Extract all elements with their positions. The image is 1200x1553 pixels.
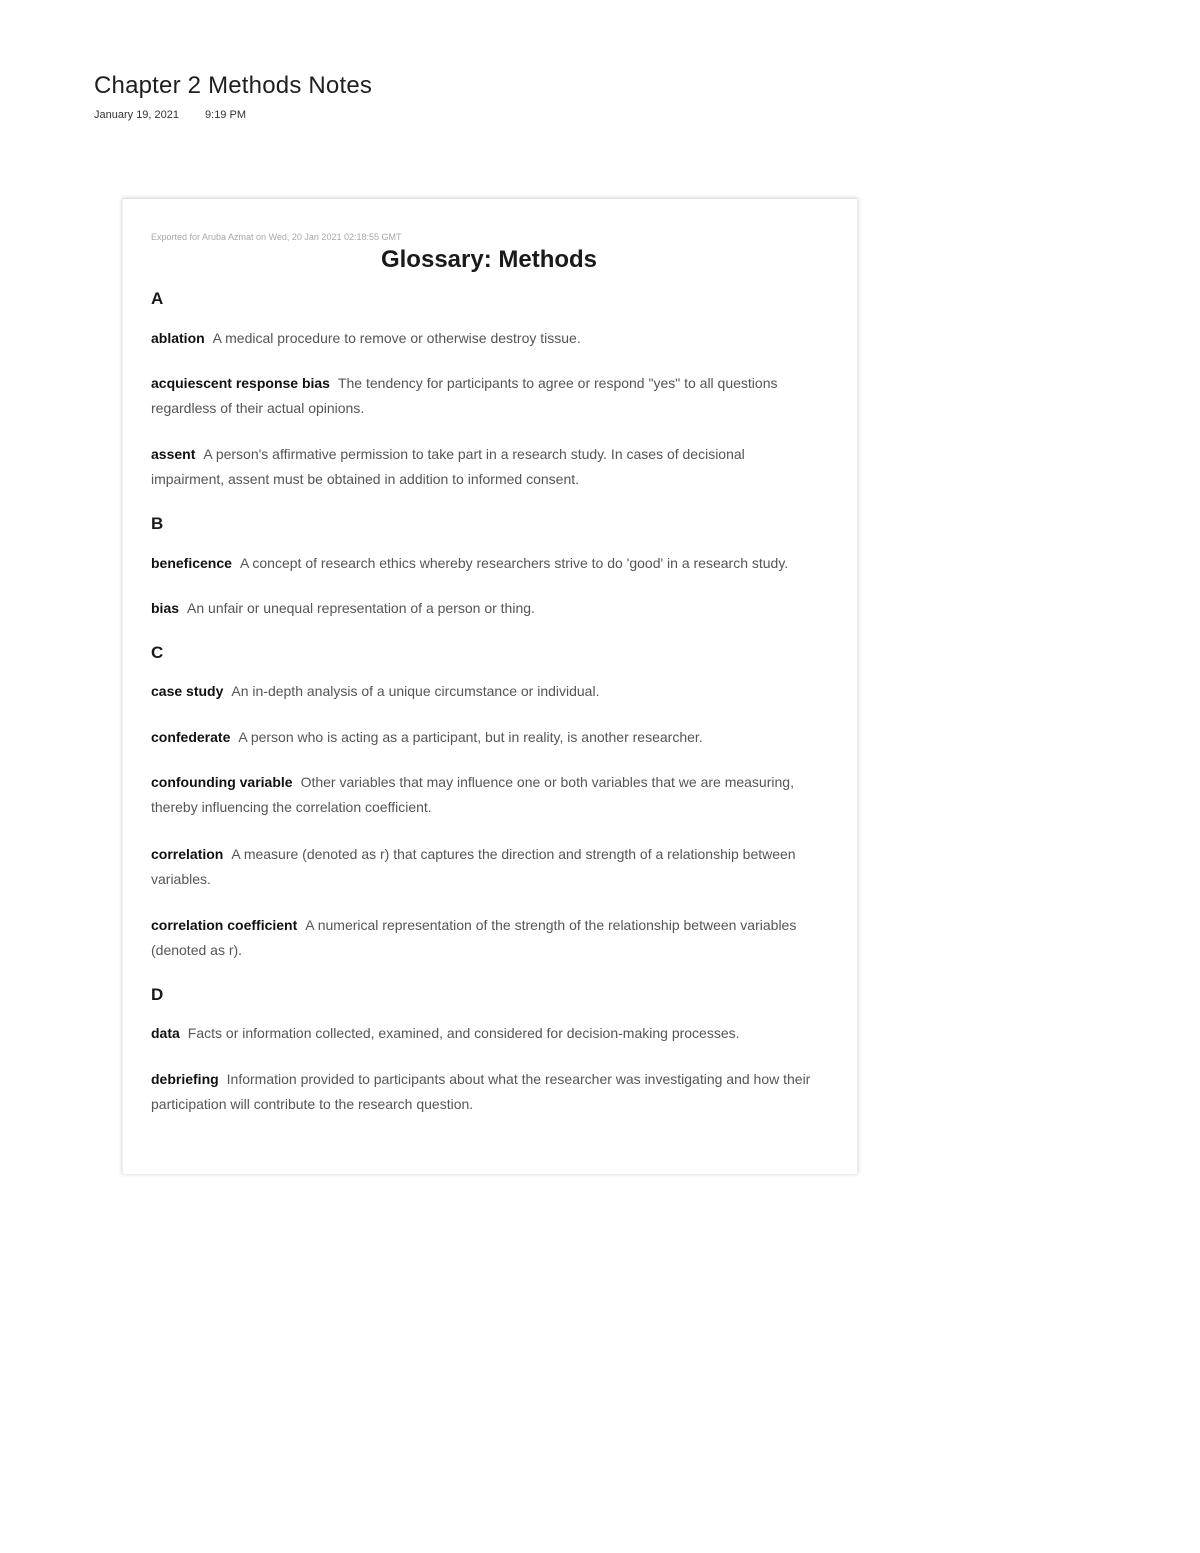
glossary-entry xyxy=(151,679,827,704)
glossary-entry xyxy=(151,913,827,963)
glossary-definition: A person's affirmative permission to take part in a research study. In cases of decisional impairment, assent must be obtained in addition to informed consent. xyxy=(151,446,745,487)
glossary-entry xyxy=(151,442,771,492)
glossary-term: beneficence xyxy=(151,555,232,571)
glossary-entry xyxy=(151,1067,811,1117)
glossary-term: debriefing xyxy=(151,1071,219,1087)
glossary-term: correlation xyxy=(151,846,224,862)
glossary-definition: Other variables that may influence one or both variables that we are measuring, thereby influencing the correlation coefficient. xyxy=(151,774,794,815)
glossary-entry xyxy=(151,596,827,621)
glossary-term: case study xyxy=(151,683,224,699)
section-letter: C xyxy=(151,643,164,662)
glossary-definition: A measure (denoted as r) that captures the direction and strength of a relationship between variables. xyxy=(151,846,796,887)
section-a xyxy=(151,289,827,309)
glossary-entry xyxy=(151,371,801,421)
section-letter: A xyxy=(151,289,164,308)
glossary-term: bias xyxy=(151,600,180,616)
glossary-entry xyxy=(151,842,819,892)
glossary-definition: A numerical representation of the strength of the relationship between variables (denoted as r). xyxy=(151,917,797,958)
glossary-definition: An in-depth analysis of a unique circumstance or individual. xyxy=(231,683,600,699)
section-b xyxy=(151,514,827,534)
note-time: 9:19 PM xyxy=(205,109,246,121)
glossary-definition: A person who is acting as a participant, but in reality, is another researcher. xyxy=(238,729,703,745)
glossary-definition: A concept of research ethics whereby researchers strive to do 'good' in a research study. xyxy=(239,555,789,571)
glossary-term: ablation xyxy=(151,330,205,346)
glossary-term: correlation coefficient xyxy=(151,917,298,933)
section-c xyxy=(151,643,827,663)
glossary-entry xyxy=(151,725,827,750)
glossary-term: data xyxy=(151,1025,180,1041)
glossary-printout xyxy=(122,198,858,1174)
note-date: January 19, 2021 xyxy=(94,109,180,121)
glossary-entry xyxy=(151,770,816,820)
export-line: Exported for Aruba Azmat on Wed, 20 Jan 2021 02:18:55 GMT xyxy=(151,232,402,242)
glossary-definition: Facts or information collected, examined, and considered for decision-making processes. xyxy=(187,1025,740,1041)
section-letter: B xyxy=(151,514,164,533)
glossary-definition: Information provided to participants about what the researcher was investigating and how their participation will contribute to the research question. xyxy=(151,1071,811,1112)
section-d xyxy=(151,985,827,1005)
glossary-term: confederate xyxy=(151,729,231,745)
glossary-content xyxy=(151,232,827,1112)
glossary-entry xyxy=(151,326,827,351)
glossary-term: assent xyxy=(151,446,196,462)
note-timestamp xyxy=(94,109,246,121)
note-title: Chapter 2 Methods Notes xyxy=(94,72,373,99)
glossary-term: confounding variable xyxy=(151,774,293,790)
section-letter: D xyxy=(151,985,164,1004)
glossary-term: acquiescent response bias xyxy=(151,375,330,391)
glossary-entry xyxy=(151,551,827,576)
glossary-definition: The tendency for participants to agree or respond "yes" to all questions regardless of their actual opinions. xyxy=(151,375,778,416)
glossary-title: Glossary: Methods xyxy=(380,246,598,273)
glossary-definition: A medical procedure to remove or otherwise destroy tissue. xyxy=(212,330,581,346)
glossary-entry xyxy=(151,1021,827,1046)
glossary-definition: An unfair or unequal representation of a person or thing. xyxy=(187,600,535,616)
